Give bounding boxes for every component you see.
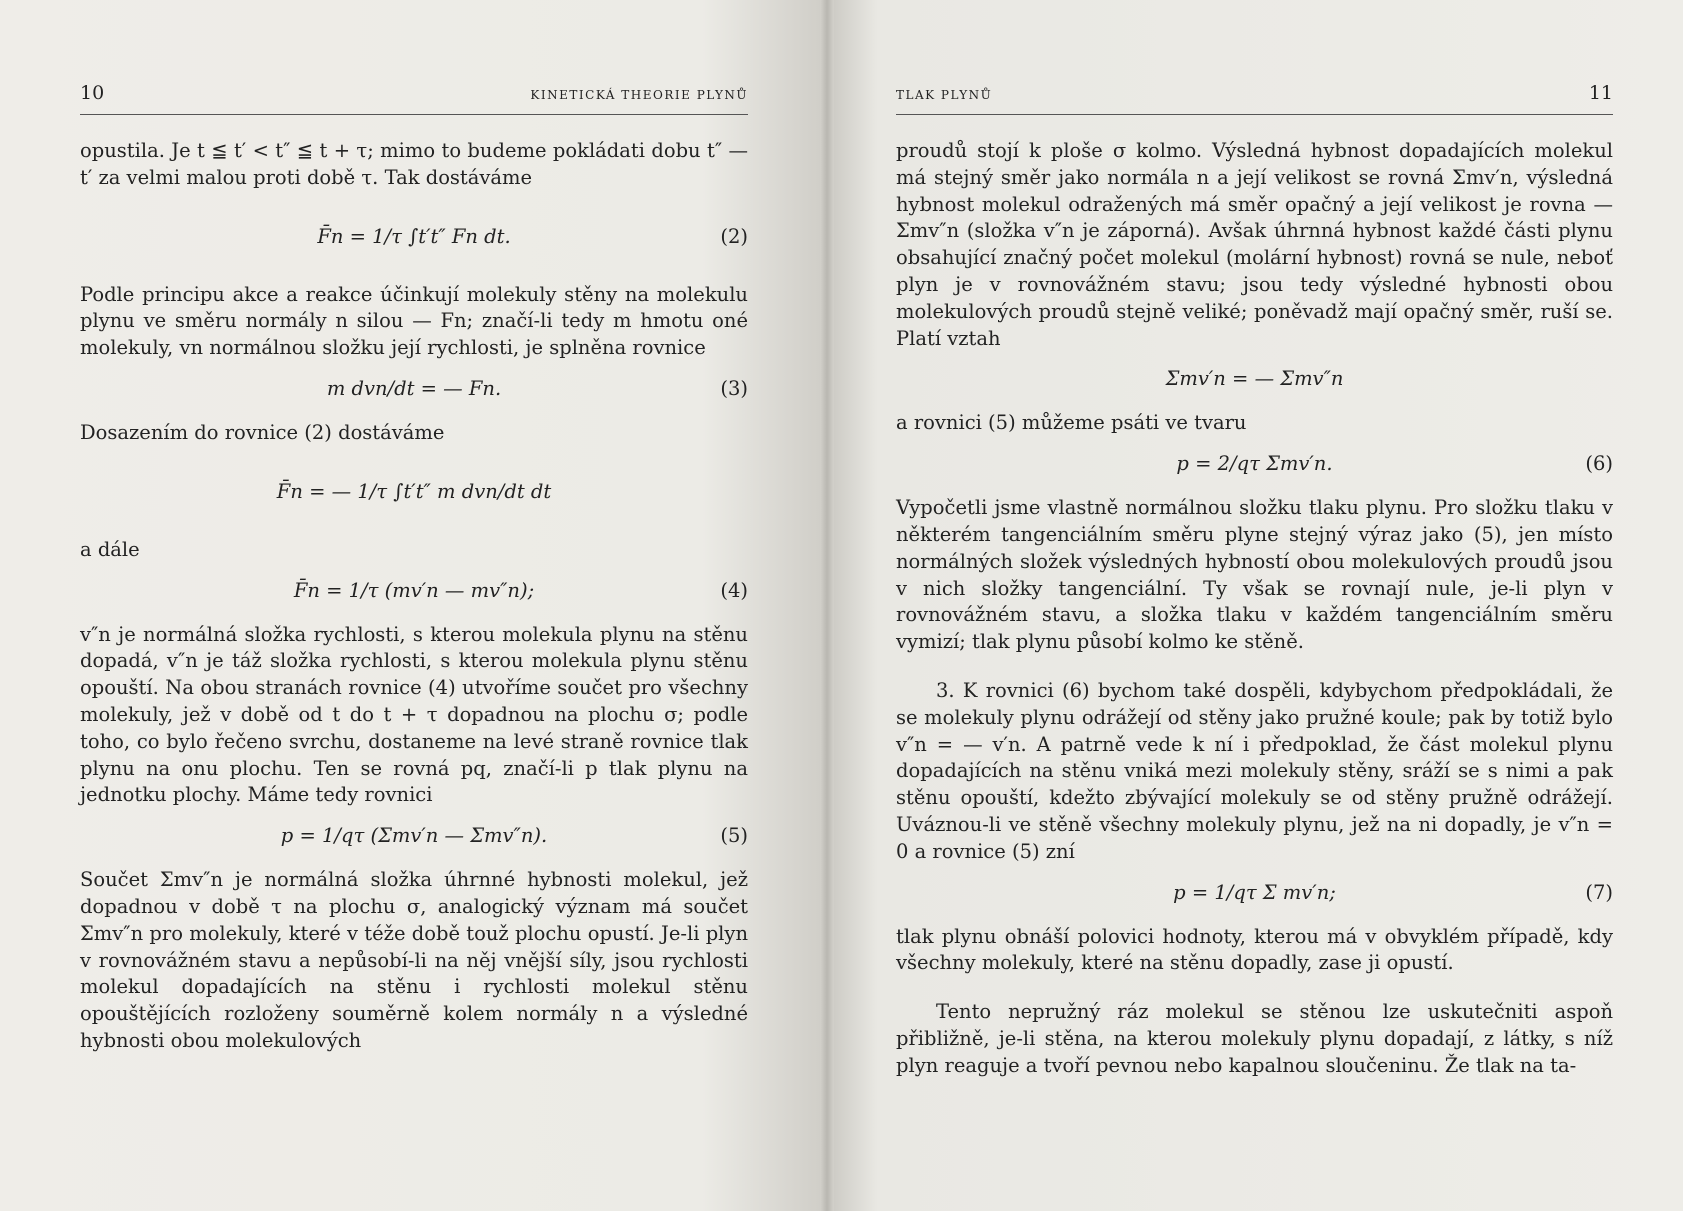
paragraph: opustila. Je t ≦ t′ < t″ ≦ t + τ; mimo to budeme pokládati dobu t″ — t′ za velmi malou proti době τ. Tak dostáváme [80,139,748,189]
equation-4 [80,564,748,622]
equation-3 [80,362,748,420]
running-head: KINETICKÁ THEORIE PLYNŮ [530,88,748,102]
book-gutter [820,0,834,1211]
equation-number: (4) [720,578,748,602]
equation-number: (5) [720,824,748,848]
equation-unnumbered [80,447,748,537]
right-page-body [896,138,1613,1080]
paragraph: 3. K rovnici (6) bychom také dospěli, kdybychom předpokládali, že se molekuly plynu odrážejí od stěny jako pružné koule; pak by totiž bylo v″n = — v′n. A patrně vede k ní i předpoklad, že část molekul plynu dopadajících na stěnu vniká mezi molekuly stěny, sráží se s nimi a pak stěnu opouští, kdežto zbývající molekuly se od stěny pružně odrážejí. Uváznou-li ve stěně všechny molekuly plynu, jež na ni dopadly, je v″n = 0 a rovnice (5) zní [896,678,1613,863]
equation-number: (6) [1585,452,1613,476]
paragraph: a rovnici (5) můžeme psáti ve tvaru [896,411,1247,435]
equation-expression: Σmv′n = — Σmv″n [1165,367,1344,391]
equation-number: (2) [720,224,748,248]
equation-expression: m dvn/dt = — Fn. [326,376,502,400]
equation-2 [80,192,748,282]
equation-number: (3) [720,376,748,400]
page-number: 11 [1588,82,1613,104]
equation-expression: F̄n = — 1/τ ∫t′t″ m dvn/dt dt [276,479,552,503]
equation-7 [896,866,1613,924]
equation-expression: F̄n = 1/τ ∫t′t″ Fn dt. [317,224,511,248]
equation-expression: p = 1/qτ (Σmv′n — Σmv″n). [280,824,548,848]
paragraph: tlak plynu obnáší polovici hodnoty, kterou má v obvyklém případě, kdy všechny molekuly, které na stěnu dopadly, zase ji opustí. [896,924,1613,975]
equation-expression: p = 2/qτ Σmv′n. [1176,452,1333,476]
left-page-header [80,84,748,115]
paragraph: Tento nepružný ráz molekul se stěnou lze uskutečniti aspoň přibližně, je-li stěna, na kterou molekuly plynu dopadají, z látky, s níž plyn reaguje a tvoří pevnou nebo kapalnou sloučeninu. Že tlak na ta- [896,1000,1613,1077]
equation-expression: p = 1/qτ Σ mv′n; [1173,880,1336,904]
right-page-header [896,84,1613,115]
paragraph: proudů stojí k ploše σ kolmo. Výsledná hybnost dopadajících molekul má stejný směr jako normála n a její velikost se rovná Σmv′n, výsledná hybnost molekul odražených má směr opačný a její velikost je rovna — Σmv″n (složka v″n je záporná). Avšak úhrnná hybnost každé části plynu obsahující značný počet molekul (molární hybnost) rovná se nule, neboť plyn je v rovnovážném stavu; jsou tedy výsledné hybnosti obou molekulových proudů stejně veliké; poněvadž mají opačný směr, ruší se. Platí vztah [896,139,1613,350]
equation-number: (7) [1585,880,1613,904]
equation-6 [896,437,1613,495]
equation-5 [80,809,748,867]
left-page-body [80,138,748,1055]
equation-expression: F̄n = 1/τ (mv′n — mv″n); [293,578,535,602]
equation-unnumbered [896,352,1613,410]
right-page [826,0,1683,1211]
paragraph: Vypočetli jsme vlastně normálnou složku tlaku plynu. Pro složku tlaku v některém tangenciálním směru plyne stejný výraz jako (5), jen místo normálných složek výsledných hybností obou molekulových proudů jsou v nich složky tangenciální. Ty však se rovnají nule, je-li plyn v rovnovážném stavu, a složka tlaku v každém tangenciálním směru vymizí; tlak plynu působí kolmo ke stěně. [896,496,1613,654]
page-number: 10 [80,82,105,104]
left-page [0,0,826,1211]
paragraph: a dále [80,537,140,561]
paragraph: Podle principu akce a reakce účinkují molekuly stěny na molekulu plynu ve směru normály n silou — Fn; značí-li tedy m hmotu oné molekuly, vn normálnou složku její rychlosti, je splněna rovnice [80,282,748,360]
running-head: TLAK PLYNŮ [896,88,993,102]
paragraph: v″n je normálná složka rychlosti, s kterou molekula plynu na stěnu dopadá, v″n je táž složka rychlosti, s kterou molekula plynu stěnu opouští. Na obou stranách rovnice (4) utvoříme součet pro všechny molekuly, jež v době od t do t + τ dopadnou na plochu σ; podle toho, co bylo řečeno svrchu, dostaneme na levé straně rovnice tlak plynu na onu plochu. Ten se rovná pq, značí-li p tlak plynu na jednotku plochy. Máme tedy rovnici [80,622,748,807]
paragraph: Součet Σmv″n je normálná složka úhrnné hybnosti molekul, jež dopadnou v době τ na plochu σ, analogický význam má součet Σmv″n pro molekuly, které v téže době touž plochu opustí. Je-li plyn v rovnovážném stavu a nepůsobí-li na něj vnější síly, jsou rychlosti molekul dopadajících na stěnu i rychlosti molekul stěnu opouštějících rozloženy souměrně kolem normály n a výsledné hybnosti obou molekulových [80,868,748,1052]
paragraph: Dosazením do rovnice (2) dostáváme [80,420,445,444]
